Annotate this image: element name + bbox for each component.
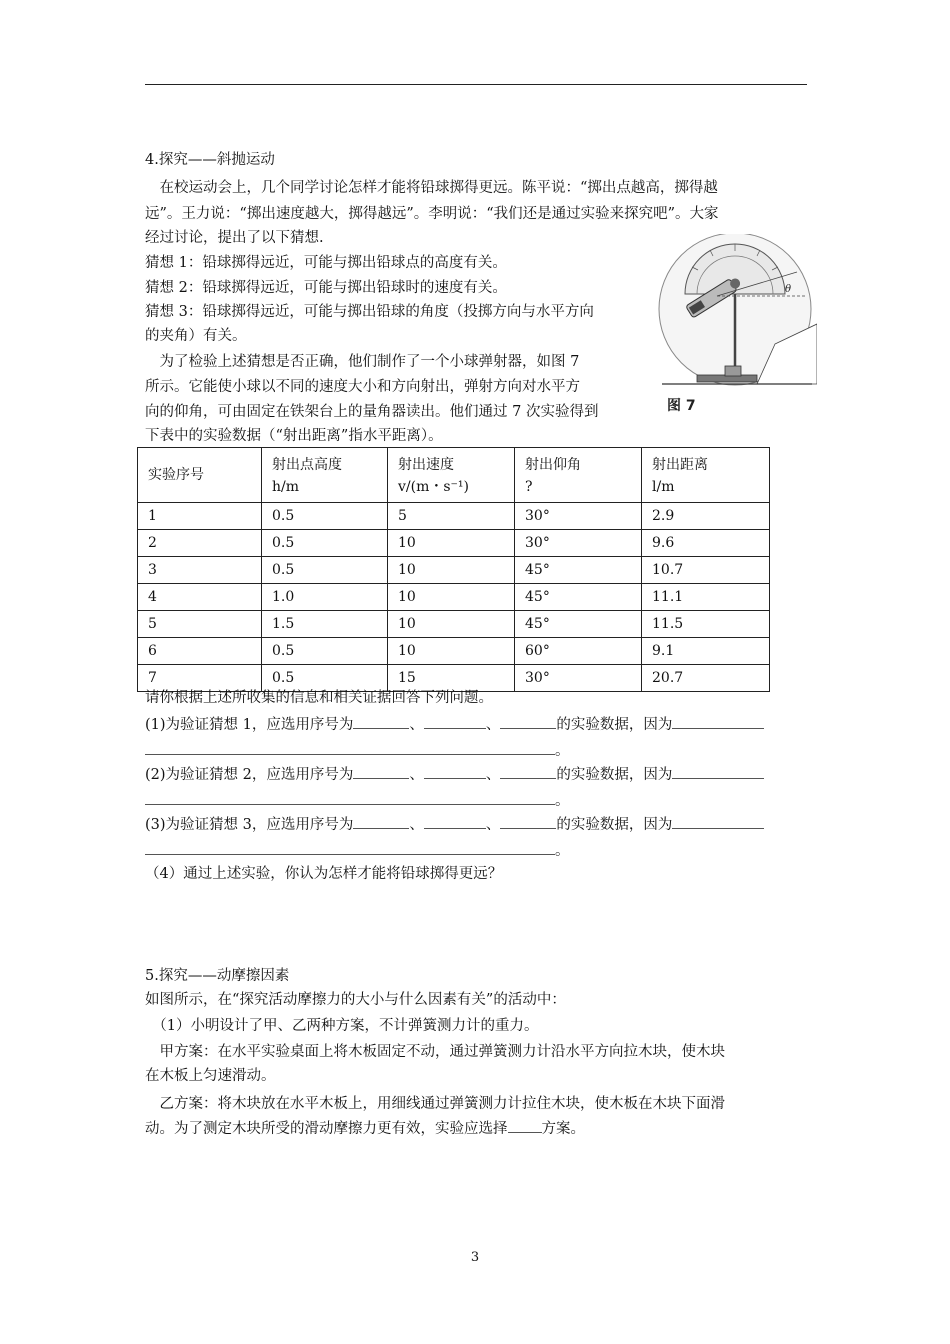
question-1: (1)为验证猜想 1，应选用序号为 、 、 的实验数据，因为 bbox=[145, 714, 764, 735]
section5-title: 5.探究——动摩擦因素 bbox=[145, 968, 290, 984]
table-header-cell: 射出距离 l/m bbox=[642, 448, 770, 503]
question-2-reason: 。 bbox=[145, 790, 570, 811]
section5-line-3: 甲方案：在水平实验桌面上将木板固定不动，通过弹簧测力计沿水平方向拉木块，使木块 bbox=[145, 1044, 725, 1060]
section5-line-2: （1）小明设计了甲、乙两种方案，不计弹簧测力计的重力。 bbox=[145, 1018, 539, 1034]
table-cell: 1.0 bbox=[262, 584, 388, 611]
experiment-2: 所示。它能使小球以不同的速度大小和方向射出，弹射方向对水平方 bbox=[145, 379, 580, 395]
table-cell: 2 bbox=[138, 530, 262, 557]
question-1-reason: 。 bbox=[145, 740, 570, 761]
section4-intro-3: 经过讨论，提出了以下猜想. bbox=[145, 230, 324, 246]
table-cell: 30° bbox=[515, 530, 642, 557]
page-number: 3 bbox=[470, 1250, 480, 1265]
answer-blank[interactable] bbox=[353, 764, 409, 779]
answer-blank[interactable] bbox=[508, 1118, 542, 1133]
answer-blank[interactable] bbox=[424, 714, 486, 729]
table-cell: 1.5 bbox=[262, 611, 388, 638]
experiment-3: 向的仰角，可由固定在铁架台上的量角器读出。他们通过 7 次实验得到 bbox=[145, 404, 599, 420]
table-cell: 6 bbox=[138, 638, 262, 665]
section4-intro-2: 远”。王力说：“掷出速度越大，掷得越远”。李明说：“我们还是通过实验来探究吧”。大家 bbox=[145, 206, 719, 222]
figure-angle-label: θ bbox=[785, 284, 792, 295]
table-cell: 2.9 bbox=[642, 503, 770, 530]
table-cell: 10 bbox=[388, 557, 515, 584]
table-header-cell: 实验序号 bbox=[138, 448, 262, 503]
table-cell: 30° bbox=[515, 665, 642, 692]
experiment-data-table bbox=[137, 447, 770, 692]
table-cell: 15 bbox=[388, 665, 515, 692]
header-rule bbox=[145, 84, 807, 85]
answer-blank[interactable] bbox=[145, 840, 555, 855]
table-cell: 5 bbox=[138, 611, 262, 638]
table-cell: 10 bbox=[388, 584, 515, 611]
table-cell: 10 bbox=[388, 530, 515, 557]
table-cell: 9.6 bbox=[642, 530, 770, 557]
hypothesis-2: 猜想 2：铅球掷得远近，可能与掷出铅球时的速度有关。 bbox=[145, 280, 507, 296]
answer-blank[interactable] bbox=[672, 764, 764, 779]
table-cell: 45° bbox=[515, 611, 642, 638]
answer-blank[interactable] bbox=[500, 814, 556, 829]
table-row bbox=[138, 611, 770, 638]
table-cell: 45° bbox=[515, 584, 642, 611]
table-cell: 9.1 bbox=[642, 638, 770, 665]
answer-blank[interactable] bbox=[500, 764, 556, 779]
hypothesis-1: 猜想 1：铅球掷得远近，可能与掷出铅球点的高度有关。 bbox=[145, 255, 507, 271]
table-header-cell: 射出速度 v/(m・s⁻¹) bbox=[388, 448, 515, 503]
question-3: (3)为验证猜想 3，应选用序号为 、 、 的实验数据，因为 bbox=[145, 814, 764, 835]
question-3-reason: 。 bbox=[145, 840, 570, 861]
table-cell: 10 bbox=[388, 611, 515, 638]
question-4: （4）通过上述实验，你认为怎样才能将铅球掷得更远？ bbox=[145, 866, 503, 882]
table-cell: 11.5 bbox=[642, 611, 770, 638]
table-cell: 30° bbox=[515, 503, 642, 530]
table-cell: 10 bbox=[388, 638, 515, 665]
questions-prompt: 请你根据上述所收集的信息和相关证据回答下列问题。 bbox=[145, 690, 493, 706]
answer-blank[interactable] bbox=[672, 814, 764, 829]
table-cell: 0.5 bbox=[262, 638, 388, 665]
table-cell: 10.7 bbox=[642, 557, 770, 584]
section5-line-6: 动。为了测定木块所受的滑动摩擦力更有效，实验应选择 方案。 bbox=[145, 1118, 585, 1139]
table-cell: 1 bbox=[138, 503, 262, 530]
experiment-1: 为了检验上述猜想是否正确，他们制作了一个小球弹射器，如图 7 bbox=[145, 354, 580, 370]
answer-blank[interactable] bbox=[500, 714, 556, 729]
section4-intro-1: 在校运动会上，几个同学讨论怎样才能将铅球掷得更远。陈平说：“掷出点越高，掷得越 bbox=[145, 180, 718, 196]
table-header-cell: 射出仰角 ? bbox=[515, 448, 642, 503]
table-cell: 0.5 bbox=[262, 665, 388, 692]
answer-blank[interactable] bbox=[353, 714, 409, 729]
section5-line-5: 乙方案：将木块放在水平木板上，用细线通过弹簧测力计拉住木块，使木板在木块下面滑 bbox=[145, 1096, 725, 1112]
table-cell: 20.7 bbox=[642, 665, 770, 692]
section5-line-4: 在木板上匀速滑动。 bbox=[145, 1068, 276, 1084]
table-cell: 45° bbox=[515, 557, 642, 584]
table-row bbox=[138, 530, 770, 557]
table-cell: 4 bbox=[138, 584, 262, 611]
table-header-cell: 射出点高度 h/m bbox=[262, 448, 388, 503]
figure-caption: 图 7 bbox=[667, 398, 696, 414]
table-cell: 60° bbox=[515, 638, 642, 665]
table-cell: 7 bbox=[138, 665, 262, 692]
table-cell: 11.1 bbox=[642, 584, 770, 611]
table-cell: 3 bbox=[138, 557, 262, 584]
answer-blank[interactable] bbox=[145, 790, 555, 805]
table-cell: 5 bbox=[388, 503, 515, 530]
answer-blank[interactable] bbox=[672, 714, 764, 729]
table-cell: 0.5 bbox=[262, 503, 388, 530]
answer-blank[interactable] bbox=[424, 814, 486, 829]
question-2: (2)为验证猜想 2，应选用序号为 、 、 的实验数据，因为 bbox=[145, 764, 764, 785]
table-row bbox=[138, 638, 770, 665]
hypothesis-3-cont: 的夹角）有关。 bbox=[145, 328, 247, 344]
table-cell: 0.5 bbox=[262, 557, 388, 584]
answer-blank[interactable] bbox=[353, 814, 409, 829]
table-row bbox=[138, 557, 770, 584]
table-row bbox=[138, 584, 770, 611]
hypothesis-3: 猜想 3：铅球掷得远近，可能与掷出铅球的角度（投掷方向与水平方向 bbox=[145, 304, 594, 320]
table-header-row bbox=[138, 448, 770, 503]
table-row bbox=[138, 503, 770, 530]
section4-title: 4.探究——斜抛运动 bbox=[145, 152, 275, 168]
table-cell: 0.5 bbox=[262, 530, 388, 557]
answer-blank[interactable] bbox=[424, 764, 486, 779]
figure-7-launcher-diagram bbox=[657, 234, 817, 420]
answer-blank[interactable] bbox=[145, 740, 555, 755]
experiment-4: 下表中的实验数据（“射出距离”指水平距离）。 bbox=[145, 428, 443, 444]
section5-line-1: 如图所示，在“探究活动摩擦力的大小与什么因素有关”的活动中： bbox=[145, 992, 566, 1008]
